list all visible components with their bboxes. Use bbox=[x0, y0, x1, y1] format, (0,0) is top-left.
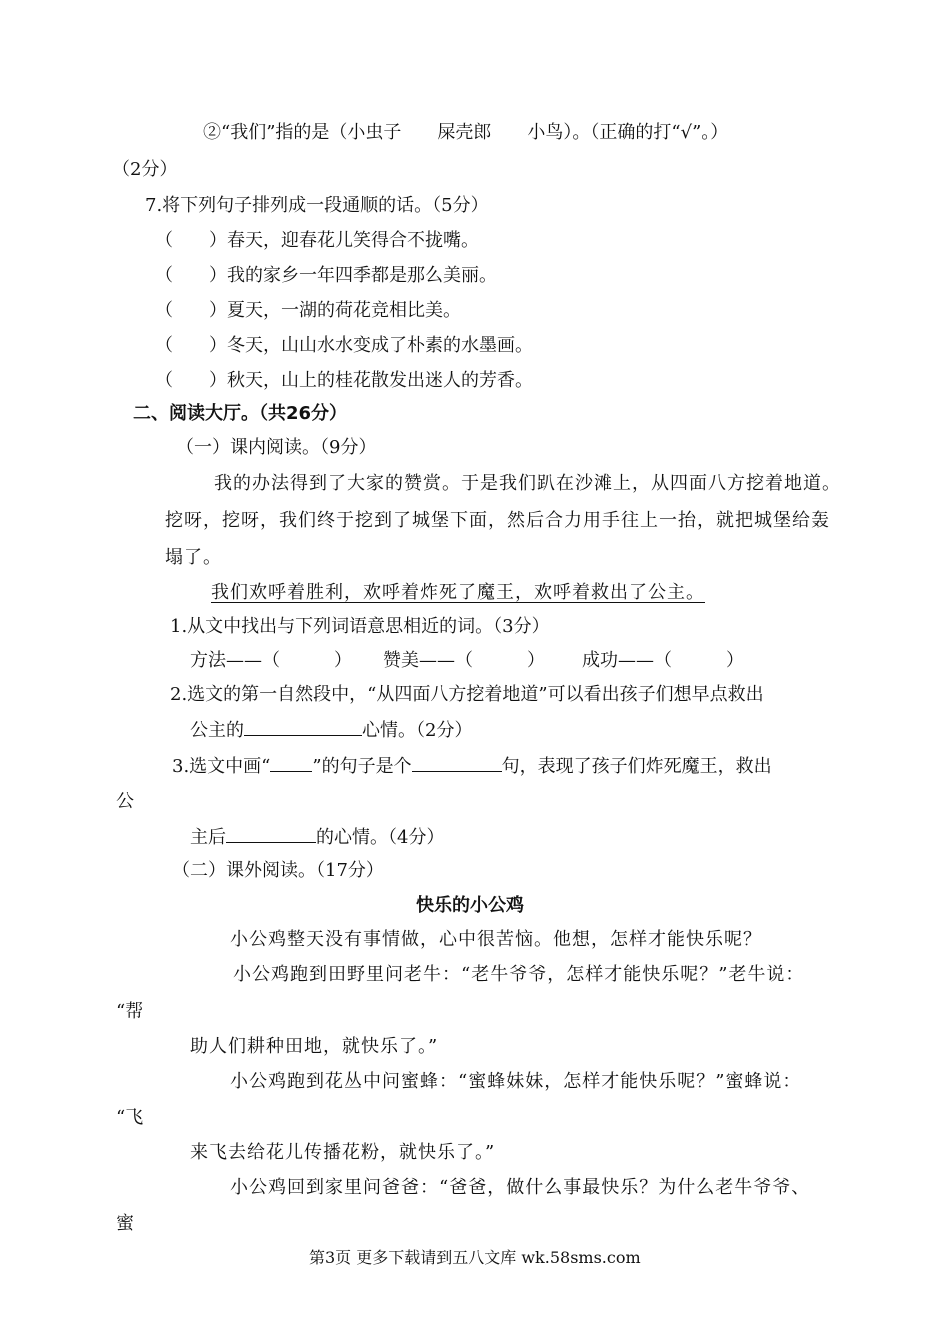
q3-prefix: 3.选文中画“ bbox=[172, 756, 271, 777]
page-footer: 第3页 更多下载请到五八文库 wk.58sms.com bbox=[309, 1248, 641, 1267]
q1-pair: 成功——（ ） bbox=[582, 650, 744, 671]
part-1-title: （一）课内阅读。（9分） bbox=[176, 437, 377, 458]
underlined-sentence: 我们欢呼着胜利，欢呼着炸死了魔王，欢呼着救出了公主。 bbox=[211, 582, 705, 603]
passage-line: 塌了。 bbox=[165, 547, 222, 568]
question-7-item: （ ）夏天，一湖的荷花竞相比美。 bbox=[155, 300, 461, 321]
story-line: “帮 bbox=[116, 1001, 144, 1022]
question-7-item: （ ）秋天，山上的桂花散发出迷人的芳香。 bbox=[155, 370, 533, 391]
question-7-title: 7.将下列句子排列成一段通顺的话。（5分） bbox=[145, 195, 489, 216]
passage-line: 挖呀，挖呀，我们终于挖到了城堡下面，然后合力用手往上一抬，就把城堡给轰 bbox=[165, 510, 830, 531]
question-6-2-score: （2分） bbox=[112, 159, 178, 180]
question-7-item: （ ）我的家乡一年四季都是那么美丽。 bbox=[155, 265, 497, 286]
q2-suffix: 心情。（2分） bbox=[362, 720, 473, 741]
story-line: 小公鸡整天没有事情做，心中很苦恼。他想，怎样才能快乐呢？ bbox=[230, 929, 762, 950]
story-title: 快乐的小公鸡 bbox=[416, 895, 524, 916]
question-6-2-text: ②“我们”指的是（小虫子 屎壳郎 小鸟）。（正确的打“√”。） bbox=[203, 122, 729, 143]
q1-pair: 方法——（ ） bbox=[190, 650, 352, 671]
q3-middle: ”的句子是个 bbox=[312, 756, 412, 777]
story-line: 小公鸡跑到田野里问老牛：“老牛爷爷，怎样才能快乐呢？”老牛说： bbox=[233, 964, 805, 985]
q3-feeling-blank[interactable] bbox=[226, 824, 316, 843]
question-7-item: （ ）冬天，山山水水变成了朴素的水墨画。 bbox=[155, 335, 533, 356]
q3-line-2 bbox=[190, 824, 444, 850]
story-line: 助人们耕种田地，就快乐了。” bbox=[190, 1036, 439, 1057]
passage-line: 我的办法得到了大家的赞赏。于是我们趴在沙滩上，从四面八方挖着地道。 bbox=[214, 473, 841, 494]
q3-line2-prefix: 主后 bbox=[190, 827, 226, 848]
section-heading-reading: 二、阅读大厅。（共26分） bbox=[133, 403, 348, 424]
q2-prefix: 公主的 bbox=[190, 720, 244, 741]
story-line: “飞 bbox=[116, 1107, 144, 1128]
q3-line-1 bbox=[172, 753, 772, 779]
q2-line-1: 2.选文的第一自然段中，“从四面八方挖着地道”可以看出孩子们想早点救出 bbox=[170, 684, 764, 705]
q1-title: 1.从文中找出与下列词语意思相近的词。（3分） bbox=[170, 616, 550, 637]
part-2-title: （二）课外阅读。（17分） bbox=[172, 860, 384, 881]
q1-pair: 赞美——（ ） bbox=[383, 650, 545, 671]
q3-sentence-type-blank[interactable] bbox=[412, 753, 502, 772]
q3-wrap: 公 bbox=[116, 791, 134, 812]
story-line: 蜜 bbox=[116, 1213, 134, 1234]
story-line: 来飞去给花儿传播花粉，就快乐了。” bbox=[190, 1142, 496, 1163]
q3-line2-suffix: 的心情。（4分） bbox=[316, 827, 445, 848]
story-line: 小公鸡跑到花丛中问蜜蜂：“蜜蜂妹妹，怎样才能快乐呢？”蜜蜂说： bbox=[230, 1071, 802, 1092]
story-line: 小公鸡回到家里问爸爸：“爸爸，做什么事最快乐？为什么老牛爷爷、 bbox=[230, 1177, 811, 1198]
q2-answer-blank[interactable] bbox=[244, 717, 362, 736]
q2-line-2 bbox=[190, 717, 472, 743]
question-7-item: （ ）春天，迎春花儿笑得合不拢嘴。 bbox=[155, 230, 479, 251]
q3-underline-mark bbox=[270, 753, 312, 772]
q3-suffix: 句，表现了孩子们炸死魔王，救出 bbox=[501, 756, 772, 777]
